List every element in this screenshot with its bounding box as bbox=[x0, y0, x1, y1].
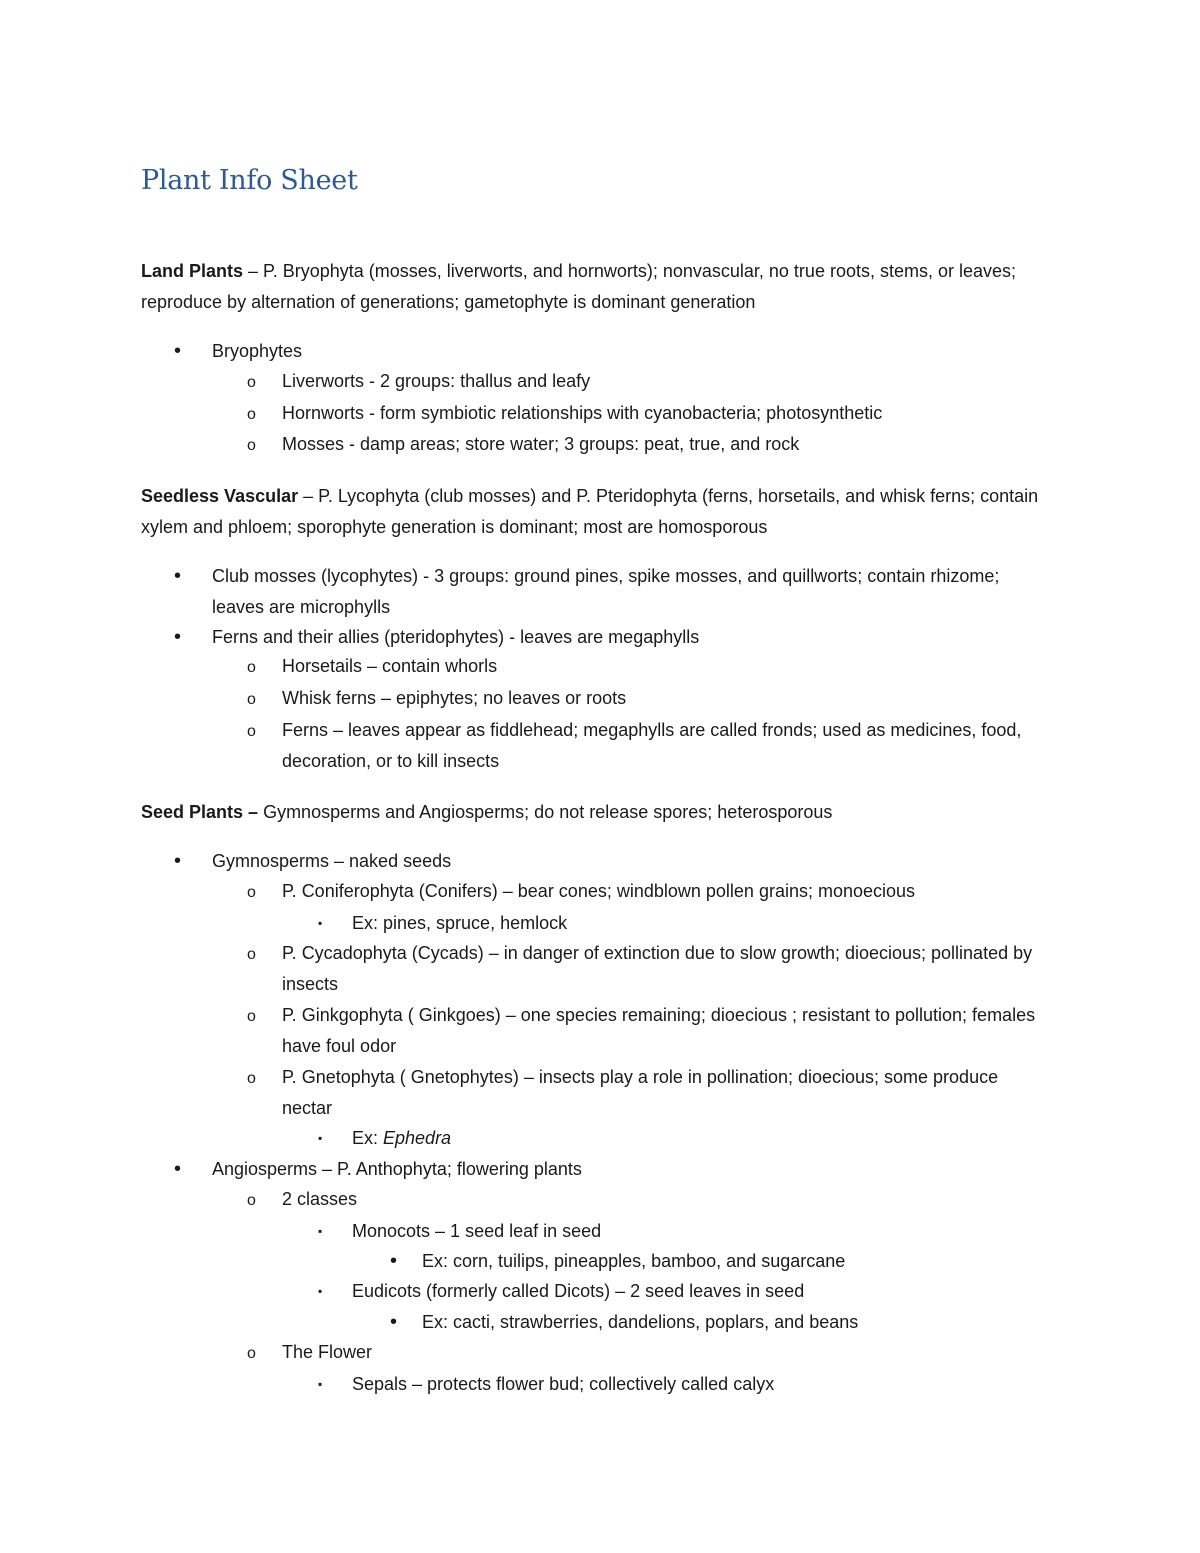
list-item-conifers-example: Ex: pines, spruce, hemlock bbox=[352, 913, 568, 933]
circle-marker: o bbox=[247, 1070, 256, 1087]
seedless-vascular-paragraph bbox=[141, 481, 1061, 543]
list-item-monocots: Monocots – 1 seed leaf in seed bbox=[352, 1221, 602, 1241]
seedless-vascular-heading: Seedless Vascular bbox=[141, 486, 299, 506]
list-item-gnetophytes: P. Gnetophyta ( Gnetophytes) – insects play a role in pollination; dioecious; some produce nectar bbox=[282, 1067, 999, 1118]
list-item-two-classes: 2 classes bbox=[282, 1189, 358, 1209]
example-prefix: Ex: bbox=[352, 1128, 384, 1148]
list-item-ginkgoes: P. Ginkgophyta ( Ginkgoes) – one species remaining; dioecious ; resistant to pollution; females have foul odor bbox=[282, 1005, 1036, 1056]
square-marker: ▪ bbox=[318, 1377, 323, 1391]
circle-marker: o bbox=[247, 659, 256, 676]
bullet-marker: • bbox=[390, 1250, 398, 1272]
circle-marker: o bbox=[247, 1192, 256, 1209]
list-item-mosses: Mosses - damp areas; store water; 3 groups: peat, true, and rock bbox=[282, 434, 800, 454]
list-item-hornworts: Hornworts - form symbiotic relationships with cyanobacteria; photosynthetic bbox=[282, 403, 883, 423]
list-item-liverworts: Liverworts - 2 groups: thallus and leafy bbox=[282, 371, 591, 391]
land-plants-text: – P. Bryophyta (mosses, liverworts, and hornworts); nonvascular, no true roots, stems, or leaves; reproduce by alternation of generations; gametophyte is dominant generation bbox=[141, 261, 1017, 312]
bullet-marker: • bbox=[174, 1158, 182, 1180]
square-marker: ▪ bbox=[318, 1131, 323, 1145]
circle-marker: o bbox=[247, 437, 256, 454]
bullet-marker: • bbox=[174, 850, 182, 872]
list-item-ferns-allies: Ferns and their allies (pteridophytes) - leaves are megaphylls bbox=[212, 627, 700, 647]
square-marker: ▪ bbox=[318, 1224, 323, 1238]
list-item-gymnosperms: Gymnosperms – naked seeds bbox=[212, 851, 452, 871]
bullet-marker: • bbox=[174, 626, 182, 648]
page-title: Plant Info Sheet bbox=[141, 165, 358, 196]
circle-marker: o bbox=[247, 691, 256, 708]
square-marker: ▪ bbox=[318, 916, 323, 930]
seed-plants-heading: Seed Plants – bbox=[141, 802, 259, 822]
bullet-marker: • bbox=[174, 565, 182, 587]
list-item-club-mosses: Club mosses (lycophytes) - 3 groups: ground pines, spike mosses, and quillworts; contain rhizome; leaves are microphylls bbox=[212, 566, 1000, 617]
circle-marker: o bbox=[247, 723, 256, 740]
circle-marker: o bbox=[247, 406, 256, 423]
list-item-horsetails: Horsetails – contain whorls bbox=[282, 656, 498, 676]
list-item-gnetophytes-example bbox=[352, 1123, 1052, 1154]
list-item-monocots-example: Ex: corn, tuilips, pineapples, bamboo, and sugarcane bbox=[422, 1251, 846, 1271]
circle-marker: o bbox=[247, 1008, 256, 1025]
list-item-conifers: P. Coniferophyta (Conifers) – bear cones; windblown pollen grains; monoecious bbox=[282, 881, 916, 901]
list-item-the-flower: The Flower bbox=[282, 1342, 373, 1362]
circle-marker: o bbox=[247, 884, 256, 901]
land-plants-heading: Land Plants bbox=[141, 261, 244, 281]
seed-plants-paragraph bbox=[141, 797, 1061, 828]
bullet-marker: • bbox=[390, 1311, 398, 1333]
list-item-ferns: Ferns – leaves appear as fiddlehead; megaphylls are called fronds; used as medicines, food, decoration, or to kill insects bbox=[282, 720, 1022, 771]
list-item-sepals: Sepals – protects flower bud; collectively called calyx bbox=[352, 1374, 775, 1394]
land-plants-paragraph bbox=[141, 256, 1061, 318]
list-item-angiosperms: Angiosperms – P. Anthophyta; flowering plants bbox=[212, 1159, 582, 1179]
circle-marker: o bbox=[247, 946, 256, 963]
list-item-eudicots: Eudicots (formerly called Dicots) – 2 seed leaves in seed bbox=[352, 1281, 805, 1301]
list-item-whisk-ferns: Whisk ferns – epiphytes; no leaves or roots bbox=[282, 688, 627, 708]
bullet-marker: • bbox=[174, 340, 182, 362]
circle-marker: o bbox=[247, 1345, 256, 1362]
ephedra-italic: Ephedra bbox=[383, 1128, 452, 1148]
seed-plants-text: Gymnosperms and Angiosperms; do not release spores; heterosporous bbox=[258, 802, 833, 822]
seedless-vascular-text: – P. Lycophyta (club mosses) and P. Pteridophyta (ferns, horsetails, and whisk ferns; contain xylem and phloem; sporophyte generation is dominant; most are homosporous bbox=[141, 486, 1039, 537]
list-item-cycads: P. Cycadophyta (Cycads) – in danger of extinction due to slow growth; dioecious; pollinated by insects bbox=[282, 943, 1033, 994]
square-marker: ▪ bbox=[318, 1284, 323, 1298]
list-item-eudicots-example: Ex: cacti, strawberries, dandelions, poplars, and beans bbox=[422, 1312, 859, 1332]
list-item-bryophytes: Bryophytes bbox=[212, 341, 303, 361]
circle-marker: o bbox=[247, 374, 256, 391]
